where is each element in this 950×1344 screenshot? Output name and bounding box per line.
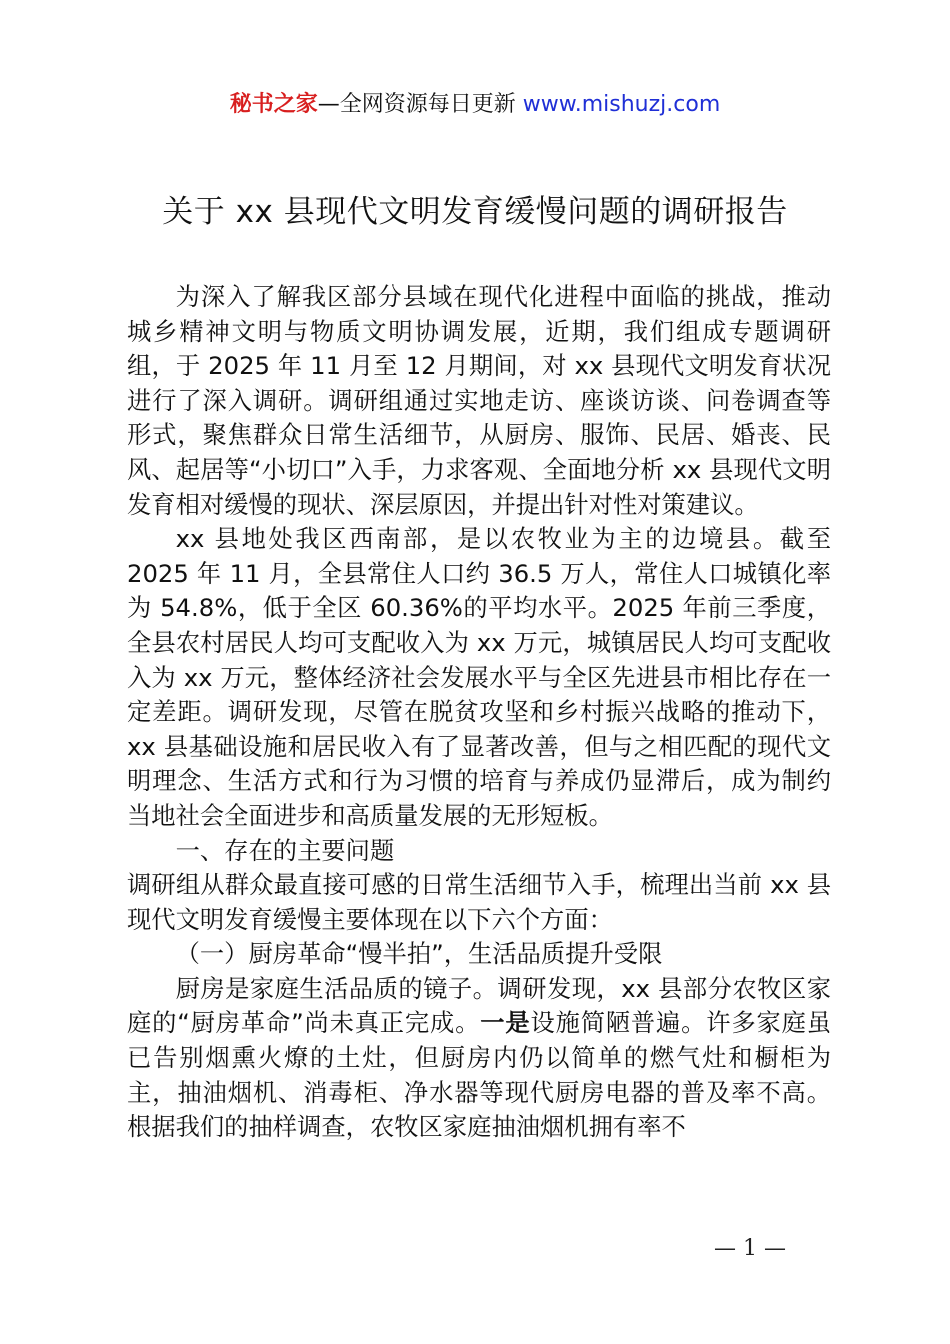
header-tagline: —全网资源每日更新 [317,92,516,117]
website-link[interactable]: www.mishuzj.com [515,92,721,117]
page-number: — 1 — [714,1236,786,1261]
brand-name: 秘书之家 [229,92,318,117]
intro-paragraph: 为深入了解我区部分县域在现代化进程中面临的挑战，推动城乡精神文明与物质文明协调发展，近期，我们组成专题调研组，于 2025 年 11 月至 12 月期间，对 xx 县现代文明发育状况进行了深入调研。调研组通过实地走访、座谈访谈、问卷调查等形式，聚焦群众日常生活细节，从厨房、服饰、民居、婚丧、民风、起居等“小切口”入手，力求客观、全面地分析 xx 县现代文明发育相对缓慢的现状、深层原因，并提出针对性对策建议。 [127,282,831,519]
subsection-heading: （一）厨房革命“慢半拍”，生活品质提升受限 [175,939,663,969]
kitchen-paragraph-end: 设施简陋普遍。许多家庭虽已告别烟熏火燎的土灶，但厨房内仍以简单的燃气灶和橱柜为主，抽油烟机、消毒柜、净水器等现代厨房电器的普及率不高。根据我们的抽样调查，农牧区家庭抽油烟机拥有率不 [127,1008,832,1142]
site-header [0,88,950,122]
section-intro-paragraph: 调研组从群众最直接可感的日常生活细节入手，梳理出当前 xx 县现代文明发育缓慢主要体现在以下六个方面： [127,870,831,934]
kitchen-paragraph [127,972,831,1145]
document-body [127,280,831,1145]
document-title: 关于 xx 县现代文明发育缓慢问题的调研报告 [162,194,788,230]
kitchen-paragraph-start: 厨房是家庭生活品质的镜子。调研发现，xx 县部分农牧区家庭的“厨房革命”尚未真正完成。 [127,973,831,1038]
emphasis-first: 一是 [480,1008,531,1038]
section-heading: 一、存在的主要问题 [175,835,395,865]
background-paragraph: xx 县地处我区西南部，是以农牧业为主的边境县。截至 2025 年 11 月，全县常住人口约 36.5 万人，常住人口城镇化率为 54.8%，低于全区 60.36%的平均水平。2025 年前三季度，全县农村居民人均可支配收入为 xx 万元，城镇居民人均可支配收入为 xx 万元，整体经济社会发展水平与全区先进县市相比存在一定差距。调研发现，尽管在脱贫攻坚和乡村振兴战略的推动下，xx 县基础设施和居民收入有了显著改善，但与之相匹配的现代文明理念、生活方式和行为习惯的培育与养成仍显滞后，成为制约当地社会全面进步和高质量发展的无形短板。 [127,524,831,830]
